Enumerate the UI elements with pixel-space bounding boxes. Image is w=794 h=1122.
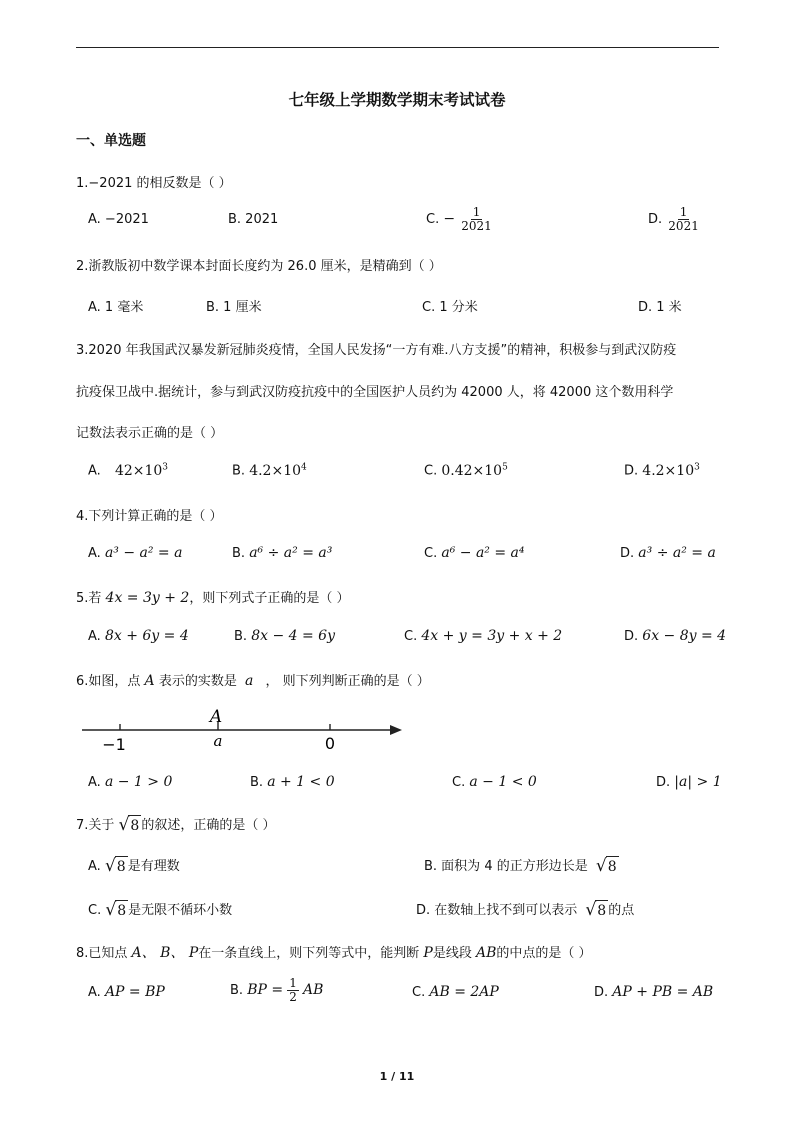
q8-stem-AB: AB <box>476 945 497 961</box>
q7-c-sqrt <box>105 900 128 921</box>
fig-label-a: a <box>213 732 223 750</box>
sqrt-sign: √ <box>104 856 116 876</box>
fig-point-label-A: A <box>209 707 223 727</box>
q3-b-base: 4.2×10 <box>249 462 302 479</box>
q8-c-expr: AB = 2AP <box>429 984 499 1000</box>
q3-a-expr <box>115 463 168 479</box>
q7-d-suffix: 的点 <box>608 903 635 918</box>
page-number: 1 / 11 <box>379 1070 415 1083</box>
q8-d-label: D. <box>594 985 609 1000</box>
q1-option-b: B. 2021 <box>228 212 279 227</box>
q6-stem-mid: 表示的实数是 <box>158 674 237 689</box>
q8-d-expr: AP + PB = AB <box>612 984 714 1000</box>
q7-option-d <box>416 899 634 921</box>
q7-radicand: 8 <box>595 900 608 921</box>
q8-stem-suffix: 的中点的是（ ） <box>496 946 592 961</box>
q2-option-b: B. 1 厘米 <box>206 300 262 315</box>
q8-b-left: BP = <box>247 982 284 998</box>
q8-b-right: AB <box>303 982 324 998</box>
q5-stem-expr: 4x = 3y + 2 <box>105 590 190 606</box>
q6-option-d <box>656 774 722 790</box>
q1-option-a: A. −2021 <box>88 212 149 227</box>
q8-stem-P: P <box>423 945 433 961</box>
q7-d-sqrt <box>585 900 608 921</box>
q2-option-d: D. 1 米 <box>638 300 682 315</box>
q8-option-a <box>88 984 165 1000</box>
q3-option-b <box>232 462 307 479</box>
q7-stem <box>76 814 275 836</box>
q6-option-c <box>452 774 537 790</box>
q3-c-expr <box>441 463 507 479</box>
q8-option-d <box>594 984 713 1000</box>
q6-stem-var: a <box>244 673 254 689</box>
q8-stem <box>76 942 592 962</box>
q4-b-expr: a⁶ ÷ a² = a³ <box>249 545 333 561</box>
q7-a-sqrt <box>105 856 128 877</box>
q7-d-text: D. 在数轴上找不到可以表示 <box>416 903 578 918</box>
q1-option-d <box>648 206 701 233</box>
q7-option-a <box>88 855 180 877</box>
q8-stem-mid: 在一条直线上，则下列等式中，能判断 <box>198 946 420 961</box>
q6-c-label: C. <box>452 775 466 790</box>
q7-c-label: C. <box>88 903 102 918</box>
q3-c-exp: 5 <box>502 462 508 472</box>
q8-stem-mid2: 是线段 <box>432 946 472 961</box>
q3-stem-line1: 3.2020 年我国武汉暴发新冠肺炎疫情，全国人民发扬“一方有难.八方支援”的精神，积极参与到武汉防疫 <box>76 343 677 358</box>
q6-b-expr: a + 1 < 0 <box>267 774 335 790</box>
q3-a-exp: 3 <box>162 462 169 472</box>
q6-b-label: B. <box>250 775 264 790</box>
q3-b-exp: 4 <box>301 462 307 472</box>
q2-option-a: A. 1 毫米 <box>88 300 144 315</box>
number-line-arrow <box>390 725 402 735</box>
q7-stem-suffix: 的叙述，正确的是（ ） <box>141 818 276 833</box>
q1-c-denominator: 2021 <box>461 219 492 233</box>
q1-d-numerator: 1 <box>679 205 688 219</box>
q8-a-expr: AP = BP <box>104 984 165 1000</box>
sqrt-sign: √ <box>585 900 597 920</box>
q3-stem-line2: 抗疫保卫战中.据统计，参与到武汉防疫抗疫中的全国医护人员约为 42000 人，将 42000 这个数用科学 <box>76 385 674 400</box>
q7-radicand: 8 <box>115 856 128 877</box>
q3-d-base: 4.2×10 <box>642 462 695 479</box>
q6-option-b <box>250 774 335 790</box>
q7-a-text: 是有理数 <box>127 859 180 874</box>
sqrt-sign: √ <box>595 856 607 876</box>
q3-d-expr <box>642 463 700 479</box>
q1-d-denominator: 2021 <box>668 219 699 233</box>
q8-b-denominator: 2 <box>289 990 297 1004</box>
q4-option-d <box>620 545 716 561</box>
q1-option-d-label: D. <box>648 212 663 227</box>
q5-a-expr: 8x + 6y = 4 <box>104 628 189 644</box>
q4-option-b <box>232 545 332 561</box>
q3-option-a <box>88 462 168 479</box>
q7-c-text: 是无限不循环小数 <box>128 903 233 918</box>
section-heading: 一、单选题 <box>76 133 146 149</box>
q3-a-base: 42×10 <box>114 462 163 479</box>
q8-c-label: C. <box>412 985 426 1000</box>
q5-option-a <box>88 628 189 644</box>
q8-stem-points: A、 B、 P <box>131 945 199 961</box>
q6-d-label: D. <box>656 775 671 790</box>
q3-option-c <box>424 462 508 479</box>
q8-stem-prefix: 8.已知点 <box>76 946 128 961</box>
q5-b-expr: 8x − 4 = 6y <box>251 628 335 644</box>
q5-c-expr: 4x + y = 3y + x + 2 <box>421 628 563 644</box>
q7-stem-prefix: 7.关于 <box>76 818 115 833</box>
q5-a-label: A. <box>88 629 101 644</box>
q6-a-expr: a − 1 > 0 <box>104 774 173 790</box>
q4-a-label: A. <box>88 546 101 561</box>
q3-d-exp: 3 <box>694 462 700 472</box>
q1-stem: 1.−2021 的相反数是（ ） <box>76 176 232 191</box>
q3-c-label: C. <box>424 463 438 479</box>
q4-c-label: C. <box>424 546 438 561</box>
q3-c-base: 0.42×10 <box>441 462 503 479</box>
q6-d-expr: |a| > 1 <box>674 774 722 790</box>
q4-option-a <box>88 545 182 561</box>
q8-a-label: A. <box>88 985 101 1000</box>
q5-b-label: B. <box>234 629 248 644</box>
q5-option-d <box>624 628 726 644</box>
q7-radicand: 8 <box>115 900 128 921</box>
q6-stem-point: A <box>144 673 155 689</box>
q4-c-expr: a⁶ − a² = a⁴ <box>441 545 525 561</box>
q7-b-sqrt <box>596 856 619 877</box>
q4-a-expr: a³ − a² = a <box>104 545 183 561</box>
q8-option-c <box>412 984 499 1000</box>
q7-option-b <box>424 855 619 877</box>
page-title: 七年级上学期数学期末考试试卷 <box>288 91 506 109</box>
q5-stem <box>76 587 349 606</box>
q6-a-label: A. <box>88 775 101 790</box>
q3-d-label: D. <box>624 463 639 479</box>
q5-stem-prefix: 5.若 <box>76 591 102 606</box>
q8-b-label: B. <box>230 983 244 998</box>
q5-option-c <box>404 628 562 644</box>
q1-option-c-label: C. <box>426 212 440 227</box>
q5-c-label: C. <box>404 629 418 644</box>
q6-stem-suffix: ， 则下列判断正确的是（ ） <box>265 674 430 689</box>
q3-a-label: A. <box>88 463 101 479</box>
q5-d-label: D. <box>624 629 639 644</box>
q7-radicand: 8 <box>128 815 141 836</box>
q6-stem-prefix: 6.如图，点 <box>76 674 141 689</box>
q8-b-numerator: 1 <box>289 976 297 990</box>
q3-stem-line3: 记数法表示正确的是（ ） <box>76 426 224 441</box>
q7-a-label: A. <box>88 859 101 874</box>
q4-d-label: D. <box>620 546 635 561</box>
q3-b-label: B. <box>232 463 246 479</box>
q1-option-c-fraction <box>459 206 494 233</box>
fig-label-minus-one: −1 <box>102 735 126 754</box>
q6-number-line-figure <box>76 700 416 756</box>
q2-option-c: C. 1 分米 <box>422 300 478 315</box>
q3-option-d <box>624 462 700 479</box>
q3-b-expr <box>249 463 307 479</box>
q4-d-expr: a³ ÷ a² = a <box>638 545 716 561</box>
q1-option-c <box>426 206 494 233</box>
header-rule <box>76 47 719 48</box>
q5-d-expr: 6x − 8y = 4 <box>642 628 727 644</box>
q7-stem-sqrt <box>119 815 142 836</box>
q6-option-a <box>88 774 172 790</box>
q7-option-c <box>88 899 232 921</box>
q7-radicand: 8 <box>606 856 619 877</box>
fig-label-zero: 0 <box>324 734 336 753</box>
q6-c-expr: a − 1 < 0 <box>469 774 537 790</box>
q1-option-d-fraction <box>666 206 701 233</box>
q4-option-c <box>424 545 525 561</box>
q5-stem-suffix: ，则下列式子正确的是（ ） <box>189 591 350 606</box>
q2-stem: 2.浙教版初中数学课本封面长度约为 26.0 厘米，是精确到（ ） <box>76 259 442 274</box>
q8-b-fraction <box>287 977 299 1004</box>
q6-stem <box>76 670 430 689</box>
q4-stem: 4.下列计算正确的是（ ） <box>76 509 223 524</box>
q4-b-label: B. <box>232 546 246 561</box>
sqrt-sign: √ <box>118 815 130 835</box>
q8-option-b <box>230 977 323 1004</box>
q1-c-numerator: 1 <box>472 205 481 219</box>
q1-option-c-sign: − <box>443 211 456 227</box>
q5-option-b <box>234 628 335 644</box>
sqrt-sign: √ <box>105 900 117 920</box>
q7-b-text: B. 面积为 4 的正方形边长是 <box>424 859 588 874</box>
